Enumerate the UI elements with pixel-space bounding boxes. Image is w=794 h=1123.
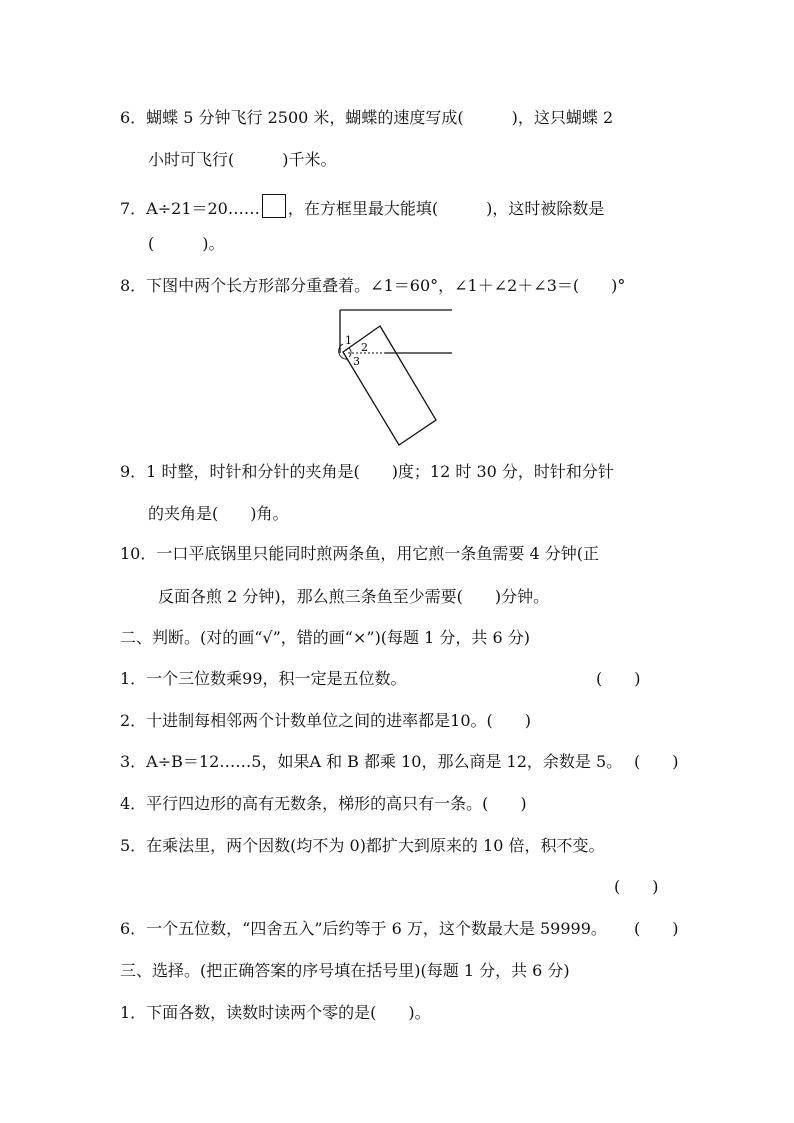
question-10-line1: 10．一口平底锅里只能同时煎两条鱼，用它煎一条鱼需要 4 分钟(正 [120,544,599,563]
question-7-text-before-box: 7．A÷21＝20…… [120,199,260,218]
question-7-text-after-box: ，在方框里最大能填( )，这时被除数是 [287,199,605,218]
section-2-item-1-answer: ( ) [596,669,641,688]
question-6-line2: 小时可飞行( )千米。 [148,150,337,169]
section-2-item-4: 4．平行四边形的高有无数条，梯形的高只有一条。( ) [120,794,527,813]
section-2-item-2: 2．十进制每相邻两个计数单位之间的进率都是10。( ) [120,711,532,730]
question-7-line2: ( )。 [148,234,225,253]
section-2-item-1: 1．一个三位数乘99，积一定是五位数。 [120,669,407,688]
overlapping-rectangles-figure [330,304,460,450]
section-2-item-5: 5．在乘法里，两个因数(均不为 0)都扩大到原来的 10 倍，积不变。 [120,836,605,855]
section-2-item-3-answer: ( ) [634,752,679,771]
question-7-line1 [120,194,604,219]
angle-label-2: 2 [361,341,368,354]
question-9-line2: 的夹角是( )角。 [148,504,289,523]
section-2-item-6-answer: ( ) [634,919,679,938]
answer-box [262,194,286,218]
tilted-rectangle [343,326,436,445]
section-3-item-1: 1．下面各数，读数时读两个零的是( )。 [120,1003,431,1022]
question-9-line1: 9．1 时整，时针和分针的夹角是( )度；12 时 30 分，时针和分针 [120,462,614,481]
section-2-item-3: 3．A÷B＝12……5，如果A 和 B 都乘 10，那么商是 12，余数是 5。 [120,752,623,771]
section-2-heading: 二、判断。(对的画“√”，错的画“×”)(每题 1 分，共 6 分) [120,628,530,647]
section-3-heading: 三、选择。(把正确答案的序号填在括号里)(每题 1 分，共 6 分) [120,961,570,980]
section-2-item-5-answer: ( ) [614,877,659,896]
section-2-item-6: 6．一个五位数，“四舍五入”后约等于 6 万，这个数最大是 59999。 [120,919,607,938]
question-10-line2: 反面各煎 2 分钟)，那么煎三条鱼至少需要( )分钟。 [158,587,550,606]
angle-label-3: 3 [353,355,360,368]
question-6-line1: 6．蝴蝶 5 分钟飞行 2500 米，蝴蝶的速度写成( )，这只蝴蝶 2 [120,108,614,127]
question-8-line1: 8．下图中两个长方形部分重叠着。∠1＝60°，∠1＋∠2＋∠3＝( )° [120,276,626,295]
angle-label-1: 1 [345,334,352,347]
